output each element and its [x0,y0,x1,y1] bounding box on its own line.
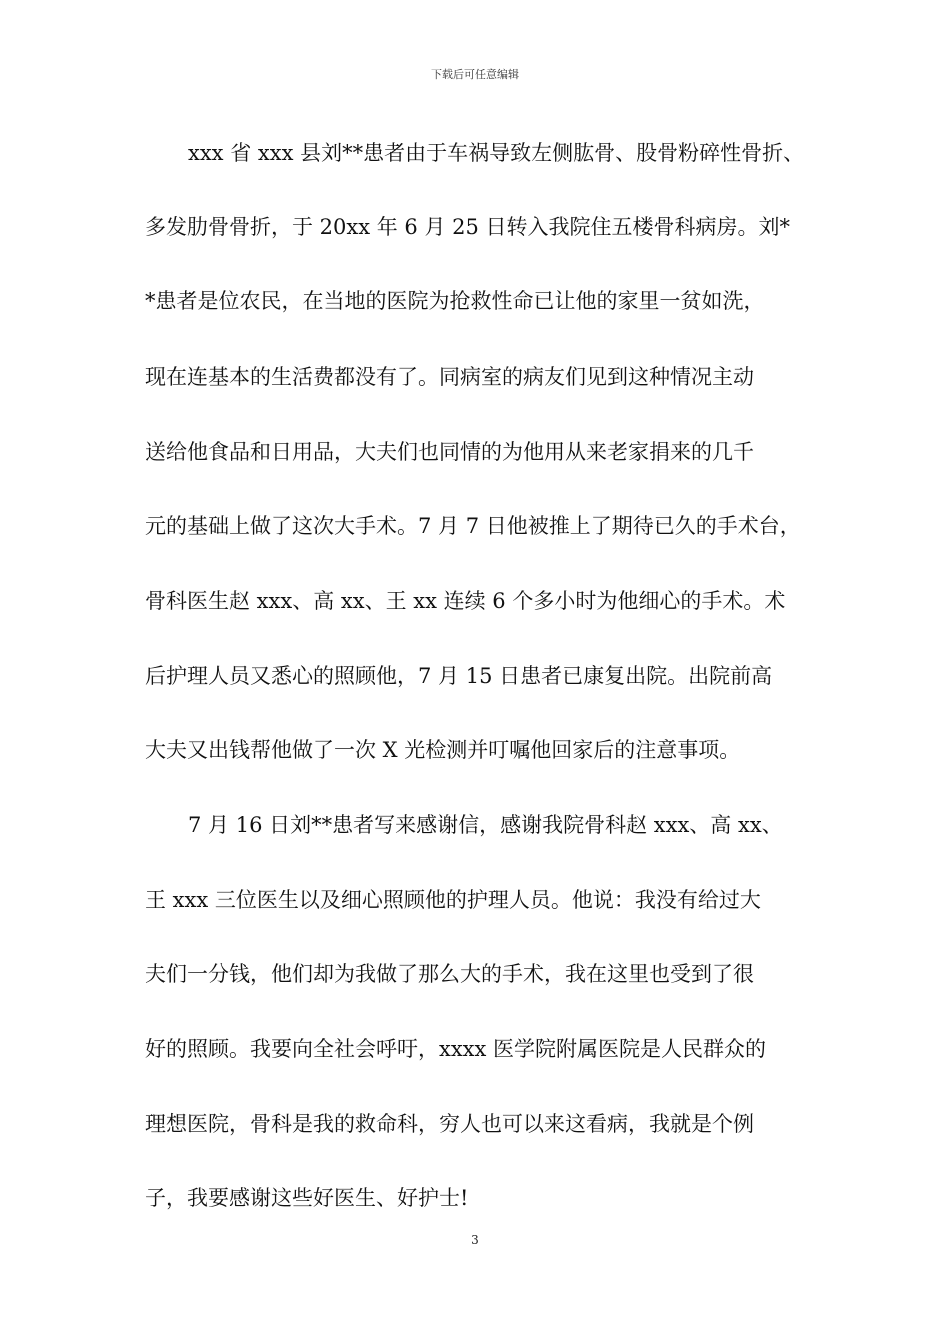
text-line: 好的照顾。我要向全社会呼吁，xxxx 医学院附属医院是人民群众的 [145,1037,767,1061]
text-line: 后护理人员又悉心的照顾他，7 月 15 日患者已康复出院。出院前高 [145,664,773,688]
text-line: 理想医院，骨科是我的救命科，穷人也可以来这看病，我就是个例 [145,1112,754,1136]
text-line: xxx 省 xxx 县刘**患者由于车祸导致左侧肱骨、股骨粉碎性骨折、 [188,141,805,165]
text-line: 大夫又出钱帮他做了一次 X 光检测并叮嘱他回家后的注意事项。 [145,738,741,762]
text-line: 王 xxx 三位医生以及细心照顾他的护理人员。他说：我没有给过大 [145,888,761,912]
text-line: 元的基础上做了这次大手术。7 月 7 日他被推上了期待已久的手术台， [145,514,801,538]
page-number: 3 [471,1233,479,1247]
text-line: 夫们一分钱，他们却为我做了那么大的手术，我在这里也受到了很 [145,962,754,986]
text-line: 子，我要感谢这些好医生、好护士! [145,1186,469,1210]
text-line: 骨科医生赵 xxx、高 xx、王 xx 连续 6 个多小时为他细心的手术。术 [145,589,786,613]
text-line: *患者是位农民，在当地的医院为抢救性命已让他的家里一贫如洗， [145,289,765,313]
text-line: 7 月 16 日刘**患者写来感谢信，感谢我院骨科赵 xxx、高 xx、 [188,813,783,837]
text-line: 多发肋骨骨折，于 20xx 年 6 月 25 日转入我院住五楼骨科病房。刘* [145,215,791,239]
text-line: 现在连基本的生活费都没有了。同病室的病友们见到这种情况主动 [145,365,754,389]
text-line: 送给他食品和日用品，大夫们也同情的为他用从来老家捐来的几千 [145,440,754,464]
page-header: 下载后可任意编辑 [431,68,519,81]
